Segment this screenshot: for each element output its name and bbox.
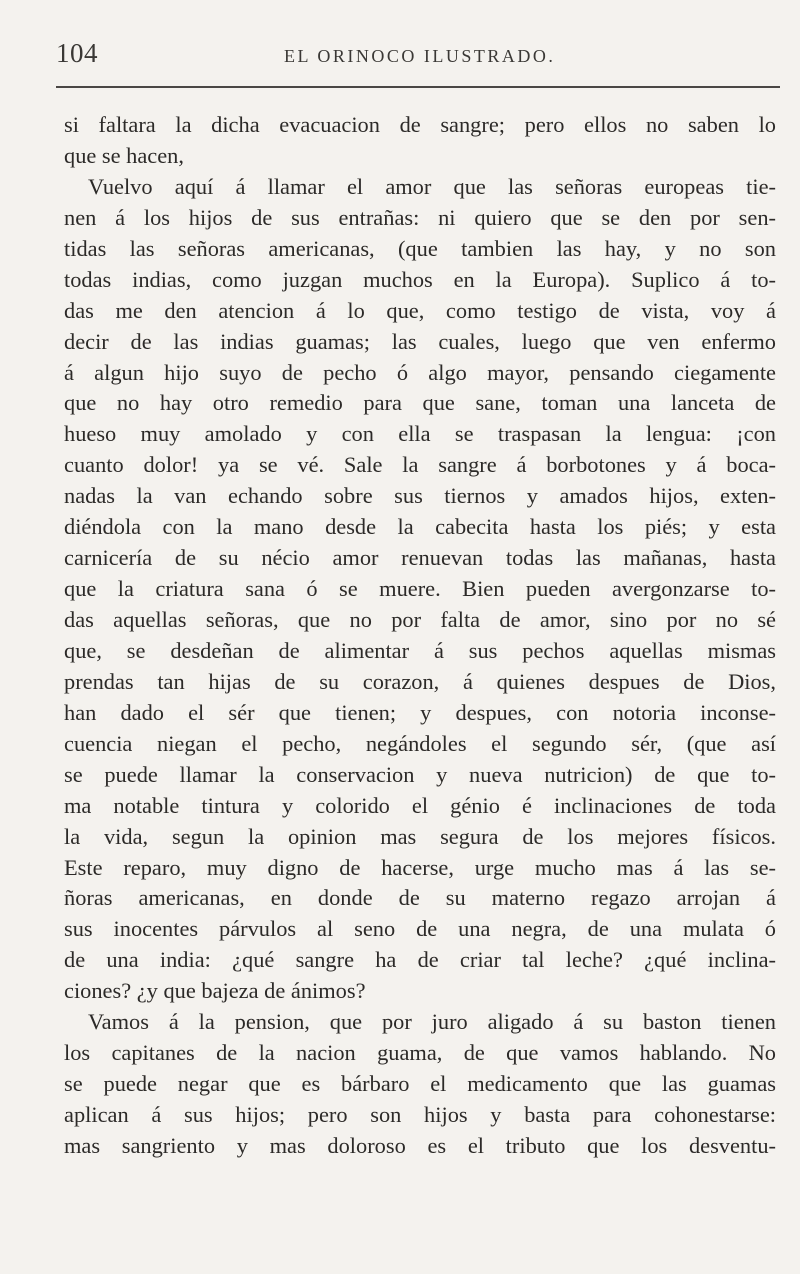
text-line: han dado el sér que tienen; y despues, con notoria inconse-	[64, 699, 776, 725]
text-line: hueso muy amolado y con ella se traspasan la lengua: ¡con	[64, 421, 776, 447]
text-line: das me den atencion á lo que, como testigo de vista, voy á	[64, 297, 776, 323]
running-head: EL ORINOCO ILUSTRADO.	[284, 46, 556, 66]
text-line: se puede negar que es bárbaro el medicamento que las guamas	[64, 1071, 776, 1097]
text-line: que la criatura sana ó se muere. Bien pueden avergonzarse to-	[64, 576, 776, 602]
text-line: de una india: ¿qué sangre ha de criar tal leche? ¿qué inclina-	[64, 947, 776, 973]
text-line: que no hay otro remedio para que sane, toman una lanceta de	[64, 390, 776, 416]
text-line: nen á los hijos de sus entrañas: ni quiero que se den por sen-	[64, 204, 776, 230]
text-line: se puede llamar la conservacion y nueva nutricion) de que to-	[64, 761, 776, 787]
body-text	[64, 110, 776, 1162]
text-line: la vida, segun la opinion mas segura de los mejores físicos.	[64, 823, 776, 849]
page-header	[56, 38, 776, 74]
text-line: Vamos á la pension, que por juro aligado á su baston tienen	[88, 1009, 776, 1035]
text-line: ciones? ¿y que bajeza de ánimos?	[64, 978, 366, 1004]
text-line: aplican á sus hijos; pero son hijos y basta para cohonestarse:	[64, 1102, 776, 1127]
text-line: que se hacen,	[64, 142, 184, 168]
text-line: prendas tan hijas de su corazon, á quienes despues de Dios,	[64, 668, 776, 694]
text-line: ñoras americanas, en donde de su materno regazo arrojan á	[64, 885, 776, 911]
text-line: á algun hijo suyo de pecho ó algo mayor, pensando ciegamente	[64, 359, 776, 385]
header-rule	[56, 86, 780, 88]
text-line: Vuelvo aquí á llamar el amor que las señoras europeas tie-	[88, 173, 776, 199]
text-line: que, se desdeñan de alimentar á sus pechos aquellas mismas	[64, 637, 776, 663]
page-number: 104	[56, 38, 98, 68]
text-line: Este reparo, muy digno de hacerse, urge mucho mas á las se-	[64, 854, 776, 880]
text-line: si faltara la dicha evacuacion de sangre; pero ellos no saben lo	[64, 112, 776, 137]
text-line: decir de las indias guamas; las cuales, luego que ven enfermo	[64, 328, 776, 354]
text-line: sus inocentes párvulos al seno de una negra, de una mulata ó	[64, 916, 776, 942]
text-line: diéndola con la mano desde la cabecita hasta los piés; y esta	[64, 514, 776, 540]
text-line: das aquellas señoras, que no por falta de amor, sino por no sé	[64, 607, 776, 632]
text-line: nadas la van echando sobre sus tiernos y amados hijos, exten-	[64, 483, 776, 509]
text-line: carnicería de su nécio amor renuevan todas las mañanas, hasta	[64, 545, 776, 571]
text-line: cuencia niegan el pecho, negándoles el segundo sér, (que así	[64, 730, 776, 756]
text-line: mas sangriento y mas doloroso es el tributo que los desventu-	[64, 1132, 776, 1158]
text-line: tidas las señoras americanas, (que tambien las hay, y no son	[64, 235, 776, 261]
text-line: todas indias, como juzgan muchos en la Europa). Suplico á to-	[64, 266, 776, 292]
text-line: los capitanes de la nacion guama, de que vamos hablando. No	[64, 1040, 776, 1066]
text-line: cuanto dolor! ya se vé. Sale la sangre á borbotones y á boca-	[64, 452, 776, 478]
text-line: ma notable tintura y colorido el génio é inclinaciones de toda	[64, 792, 776, 818]
